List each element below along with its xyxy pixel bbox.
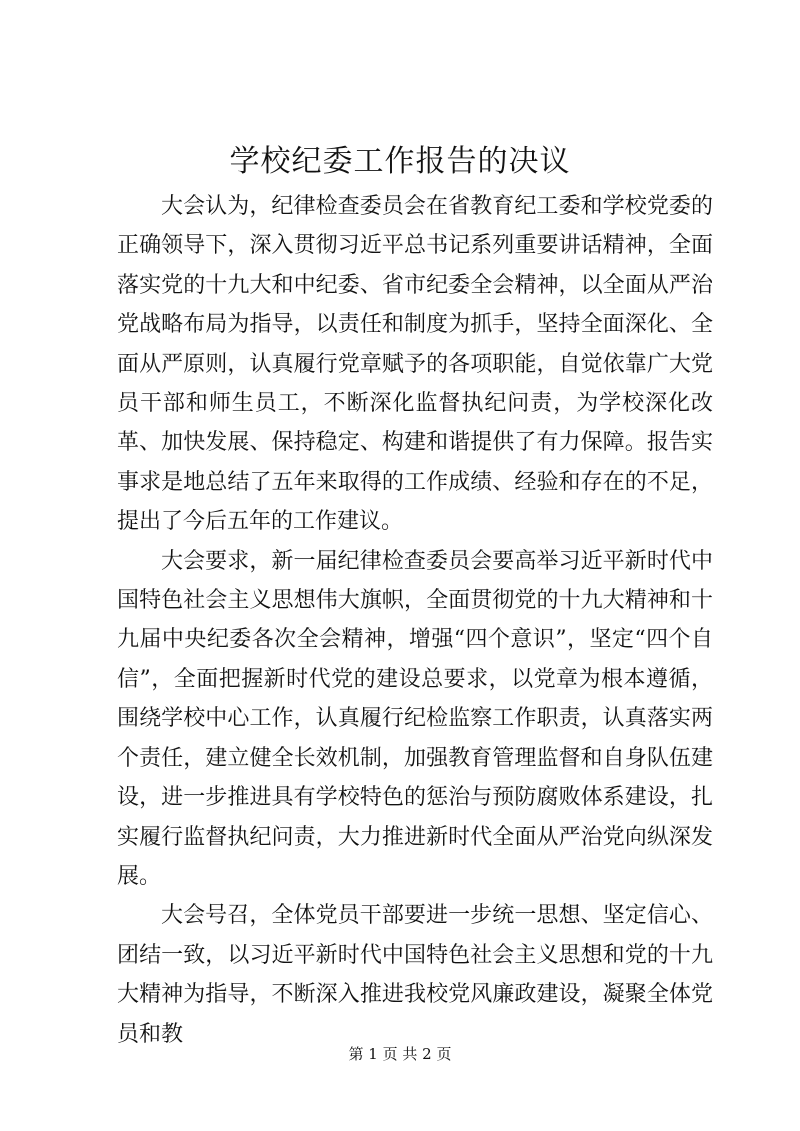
paragraph-1: 大会认为，纪律检查委员会在省教育纪工委和学校党委的正确领导下，深入贯彻习近平总书记系列重要讲话精神，全面落实党的十九大和中纪委、省市纪委全会精神，以全面从严治党战略布局为指导，以责任和制度为抓手，坚持全面深化、全面从严原则，认真履行党章赋予的各项职能，自觉依靠广大党员干部和师生员工，不断深化监督执纪问责，为学校深化改革、加快发展、保持稳定、构建和谐提供了有力保障。报告实事求是地总结了五年来取得的工作成绩、经验和存在的不足，提出了今后五年的工作建议。 — [117, 194, 713, 535]
paragraph-3: 大会号召，全体党员干部要进一步统一思想、坚定信心、团结一致，以习近平新时代中国特色社会主义思想和党的十九大精神为指导，不断深入推进我校党风廉政建设，凝聚全体党员和教 — [117, 903, 713, 1047]
document-body — [117, 187, 713, 1054]
paragraph-2: 大会要求，新一届纪律检查委员会要高举习近平新时代中国特色社会主义思想伟大旗帜，全面贯彻党的十九大精神和十九届中央纪委各次全会精神，增强“四个意识”，坚定“四个自信”，全面把握新时代党的建设总要求，以党章为根本遵循，围绕学校中心工作，认真履行纪检监察工作职责，认真落实两个责任，建立健全长效机制，加强教育管理监督和自身队伍建设，进一步推进具有学校特色的惩治与预防腐败体系建设，扎实履行监督执纪问责，大力推进新时代全面从严治党向纵深发展。 — [117, 548, 713, 889]
page-footer: 第 1 页 共 2 页 — [348, 1045, 452, 1063]
page-title: 学校纪委工作报告的决议 — [229, 144, 571, 179]
